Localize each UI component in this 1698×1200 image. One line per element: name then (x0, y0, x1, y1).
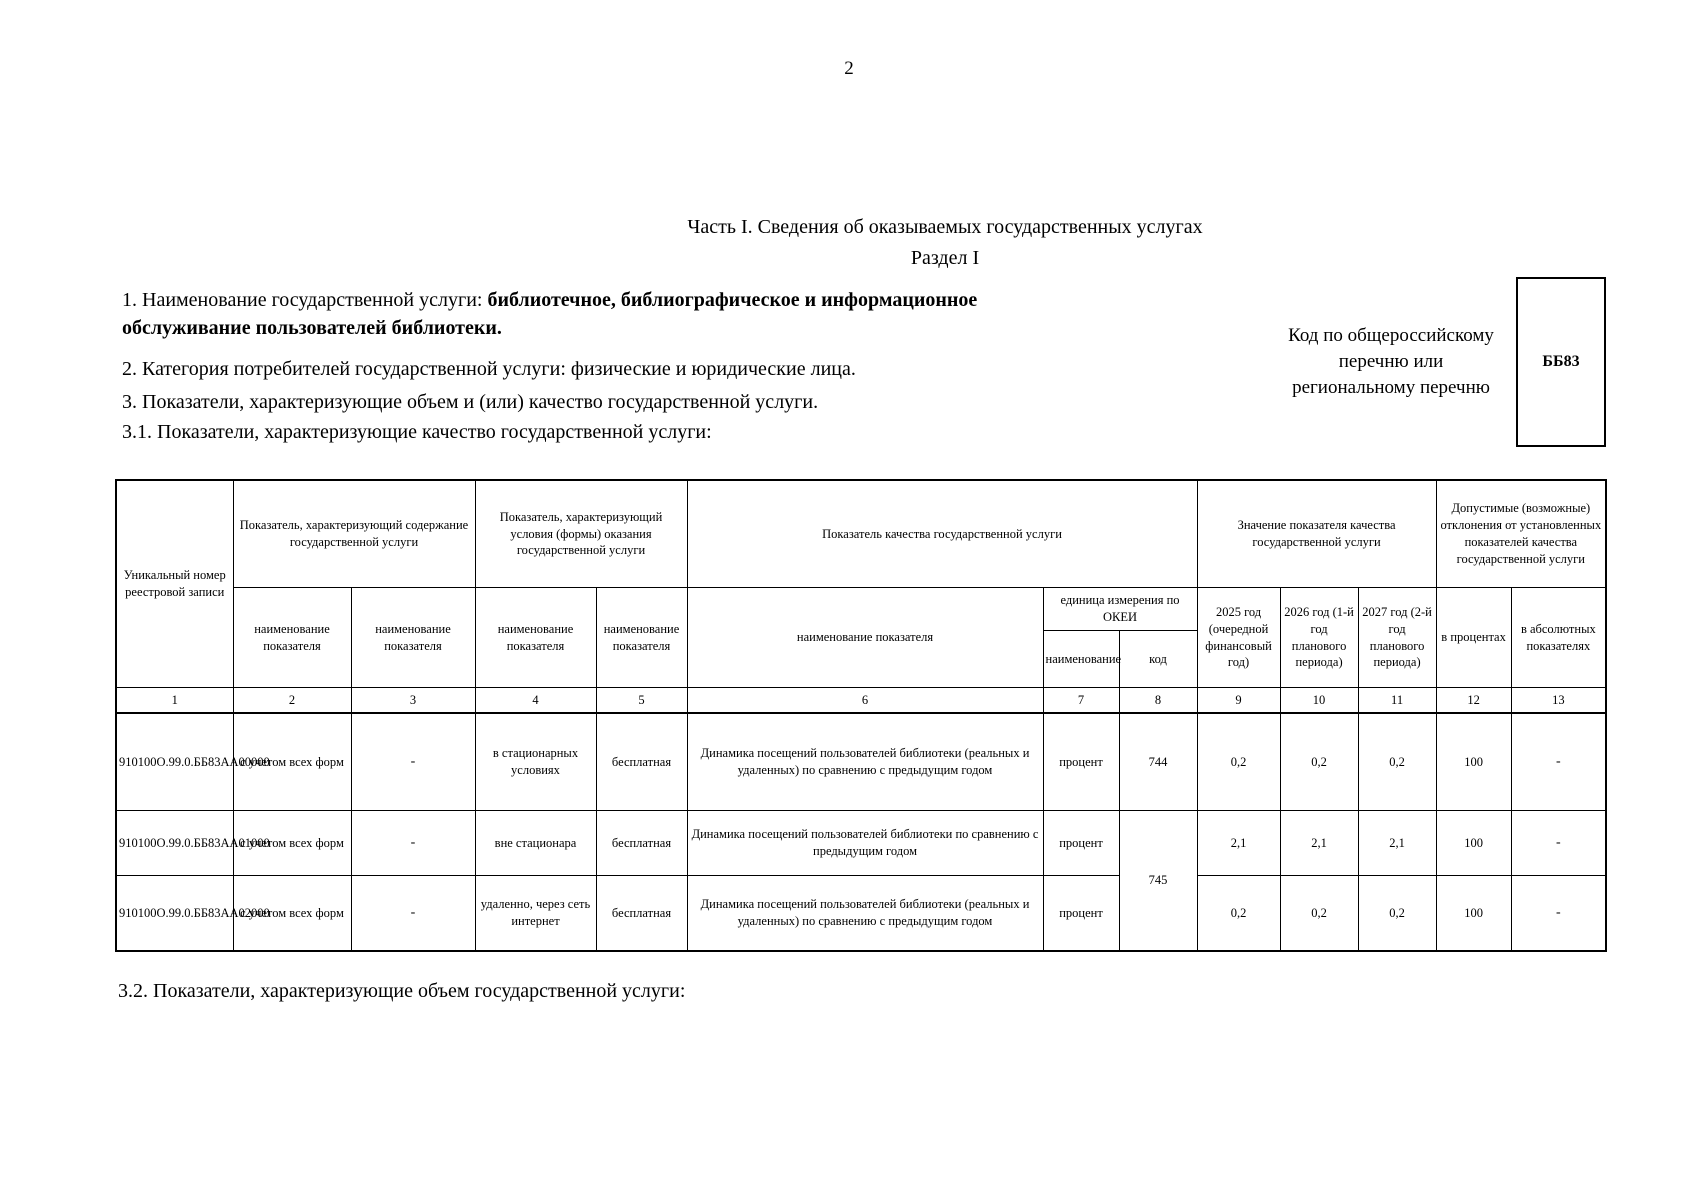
header-indicator-name: наименование показателя (233, 588, 351, 688)
column-number: 3 (351, 688, 475, 714)
cell-registry: 910100О.99.0.ББ83АА02000 (116, 876, 233, 952)
cell-content: с учетом всех форм (233, 876, 351, 952)
header-value: Значение показателя качества государственной услуги (1197, 480, 1436, 588)
column-number: 6 (687, 688, 1043, 714)
page-number: 2 (844, 58, 854, 79)
cell-unit: процент (1043, 713, 1119, 811)
quality-indicators-heading: 3.1. Показатели, характеризующие качество государственной услуги: (122, 421, 712, 443)
cell-indicator: Динамика посещений пользователей библиотеки (реальных и удаленных) по сравнению с предыдущим годом (687, 713, 1043, 811)
cell-value-2026: 0,2 (1280, 713, 1358, 811)
cell-indicator: Динамика посещений пользователей библиотеки по сравнению с предыдущим годом (687, 811, 1043, 876)
header-indicator-name: наименование показателя (351, 588, 475, 688)
column-number: 10 (1280, 688, 1358, 714)
registry-code-box (1516, 277, 1606, 447)
header-year-2027: 2027 год (2-й год планового периода) (1358, 588, 1436, 688)
header-registry: Уникальный номер реестровой записи (116, 480, 233, 688)
cell-absolute: - (1511, 713, 1606, 811)
part-title: Часть I. Сведения об оказываемых государственных услугах (687, 216, 1203, 238)
cell-value-2025: 0,2 (1197, 713, 1280, 811)
cell-condition-2: бесплатная (596, 876, 687, 952)
cell-code: 745 (1119, 811, 1197, 952)
header-year-2025: 2025 год (очередной финансовый год) (1197, 588, 1280, 688)
cell-value-2027: 0,2 (1358, 713, 1436, 811)
consumer-category: 2. Категория потребителей государственной услуги: физические и юридические лица. (122, 358, 856, 380)
registry-code-label: Код по общероссийскому перечню или региональному перечню (1288, 325, 1494, 398)
section-title: Раздел I (910, 247, 980, 269)
cell-value-2027: 2,1 (1358, 811, 1436, 876)
cell-percent: 100 (1436, 811, 1511, 876)
cell-unit: процент (1043, 811, 1119, 876)
cell-absolute: - (1511, 811, 1606, 876)
cell-value-2025: 2,1 (1197, 811, 1280, 876)
header-content: Показатель, характеризующий содержание государственной услуги (233, 480, 475, 588)
service-name-value-2: обслуживание пользователей библиотеки. (122, 317, 502, 339)
cell-value-2027: 0,2 (1358, 876, 1436, 952)
cell-percent: 100 (1436, 876, 1511, 952)
cell-value-2026: 0,2 (1280, 876, 1358, 952)
service-name-line (122, 289, 977, 312)
column-number: 1 (116, 688, 233, 714)
table-row (116, 811, 1606, 876)
service-name-line-2 (122, 317, 502, 340)
header-unit-name: наименование (1043, 631, 1119, 688)
table-row (116, 876, 1606, 952)
cell-percent: 100 (1436, 713, 1511, 811)
header-conditions: Показатель, характеризующий условия (формы) оказания государственной услуги (475, 480, 687, 588)
cell-absolute: - (1511, 876, 1606, 952)
volume-indicators-heading: 3.2. Показатели, характеризующие объем государственной услуги: (118, 980, 686, 1002)
quality-indicators-table (115, 479, 1607, 952)
column-number: 7 (1043, 688, 1119, 714)
column-number: 5 (596, 688, 687, 714)
header-indicator-name: наименование показателя (596, 588, 687, 688)
column-number: 13 (1511, 688, 1606, 714)
indicators-heading: 3. Показатели, характеризующие объем и (или) качество государственной услуги. (122, 391, 819, 413)
cell-condition: в стационарных условиях (475, 713, 596, 811)
header-deviation: Допустимые (возможные) отклонения от установленных показателей качества государственной услуги (1436, 480, 1606, 588)
cell-condition: вне стационара (475, 811, 596, 876)
cell-condition: удаленно, через сеть интернет (475, 876, 596, 952)
service-name-value: библиотечное, библиографическое и информационное (487, 289, 978, 311)
cell-content-2: - (351, 811, 475, 876)
cell-registry: 910100О.99.0.ББ83АА00000 (116, 713, 233, 811)
cell-unit: процент (1043, 876, 1119, 952)
column-number: 11 (1358, 688, 1436, 714)
cell-indicator: Динамика посещений пользователей библиотеки (реальных и удаленных) по сравнению с предыдущим годом (687, 876, 1043, 952)
cell-code: 744 (1119, 713, 1197, 811)
header-absolute: в абсолютных показателях (1511, 588, 1606, 688)
header-quality: Показатель качества государственной услуги (687, 480, 1197, 588)
column-number: 9 (1197, 688, 1280, 714)
cell-content: с учетом всех форм (233, 811, 351, 876)
column-number: 12 (1436, 688, 1511, 714)
header-indicator-name: наименование показателя (687, 588, 1043, 688)
header-indicator-name: наименование показателя (475, 588, 596, 688)
cell-content-2: - (351, 713, 475, 811)
table-row (116, 713, 1606, 811)
service-name-label: 1. Наименование государственной услуги: (122, 289, 488, 311)
column-number: 4 (475, 688, 596, 714)
cell-condition-2: бесплатная (596, 811, 687, 876)
column-number: 2 (233, 688, 351, 714)
header-year-2026: 2026 год (1-й год планового периода) (1280, 588, 1358, 688)
cell-content-2: - (351, 876, 475, 952)
header-unit-okei: единица измерения по ОКЕИ (1043, 588, 1197, 631)
cell-value-2025: 0,2 (1197, 876, 1280, 952)
header-percent: в процентах (1436, 588, 1511, 688)
cell-registry: 910100О.99.0.ББ83АА01000 (116, 811, 233, 876)
cell-value-2026: 2,1 (1280, 811, 1358, 876)
cell-condition-2: бесплатная (596, 713, 687, 811)
column-number: 8 (1119, 688, 1197, 714)
registry-code-value: ББ83 (1542, 353, 1580, 370)
header-unit-code: код (1119, 631, 1197, 688)
cell-content: с учетом всех форм (233, 713, 351, 811)
